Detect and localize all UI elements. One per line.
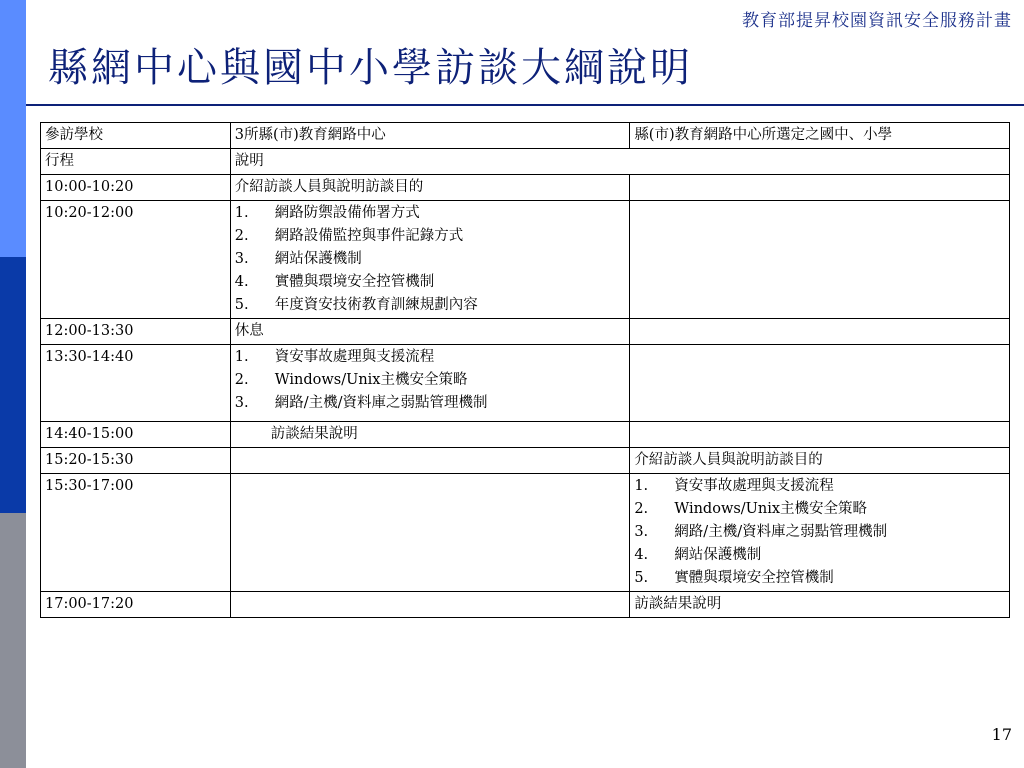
- list-item: 3. 網站保護機制: [234, 251, 362, 267]
- table-row: [41, 592, 1010, 618]
- center-cell: [230, 474, 630, 592]
- table-row: [41, 201, 1010, 319]
- time-cell: 13:30-14:40: [41, 345, 231, 422]
- table-subheader-row: [41, 149, 1010, 175]
- subheader-cell-description: 說明: [230, 149, 1009, 175]
- header-cell-selected-schools: 縣(市)教育網路中心所選定之國中、小學: [630, 123, 1010, 149]
- center-item-list: [235, 346, 626, 415]
- list-item: 5. 實體與環境安全控管機制: [634, 570, 834, 586]
- time-cell: 17:00-17:20: [41, 592, 231, 618]
- school-cell: 訪談結果說明: [630, 592, 1010, 618]
- time-cell: 10:00-10:20: [41, 175, 231, 201]
- page-number: 17: [991, 725, 1012, 744]
- table-header-row: [41, 123, 1010, 149]
- time-cell: 10:20-12:00: [41, 201, 231, 319]
- center-cell: [230, 448, 630, 474]
- organization-header: 教育部提昇校園資訊安全服務計畫: [742, 11, 1012, 31]
- table-row: [41, 474, 1010, 592]
- list-item: 5. 年度資安技術教育訓練規劃內容: [234, 297, 478, 313]
- center-item-list: [235, 202, 626, 317]
- list-item: 2. 網路設備監控與事件記錄方式: [234, 228, 464, 244]
- school-item-list: [634, 475, 1005, 590]
- center-cell: [230, 345, 630, 422]
- center-cell: 介紹訪談人員與說明訪談目的: [230, 175, 630, 201]
- table-row: [41, 345, 1010, 422]
- table-row: [41, 448, 1010, 474]
- accent-bar-middle: [0, 257, 26, 513]
- header-cell-schools: 參訪學校: [41, 123, 231, 149]
- table-row: [41, 319, 1010, 345]
- list-item: 1. 網路防禦設備佈署方式: [234, 205, 420, 221]
- table-row: [41, 175, 1010, 201]
- interview-schedule-table: [40, 122, 1010, 618]
- school-cell: [630, 175, 1010, 201]
- school-cell: [630, 422, 1010, 448]
- school-cell: 介紹訪談人員與說明訪談目的: [630, 448, 1010, 474]
- header-cell-network-centers: 3所縣(市)教育網路中心: [230, 123, 630, 149]
- school-cell: [630, 474, 1010, 592]
- time-cell: 15:30-17:00: [41, 474, 231, 592]
- school-cell: [630, 345, 1010, 422]
- time-cell: 14:40-15:00: [41, 422, 231, 448]
- table-row: [41, 422, 1010, 448]
- list-item: 4. 實體與環境安全控管機制: [234, 274, 435, 290]
- subheader-cell-schedule: 行程: [41, 149, 231, 175]
- center-cell: 休息: [230, 319, 630, 345]
- list-item: 1. 資安事故處理與支援流程: [634, 478, 834, 494]
- list-item: 3. 網路/主機/資料庫之弱點管理機制: [634, 524, 888, 540]
- time-cell: 15:20-15:30: [41, 448, 231, 474]
- center-cell: 訪談結果說明: [230, 422, 630, 448]
- center-cell: [230, 592, 630, 618]
- time-cell: 12:00-13:30: [41, 319, 231, 345]
- list-item: 2. Windows/Unix主機安全策略: [234, 372, 468, 388]
- list-item: 4. 網站保護機制: [634, 547, 762, 563]
- list-item: 3. 網路/主機/資料庫之弱點管理機制: [234, 395, 488, 411]
- list-item: 2. Windows/Unix主機安全策略: [634, 501, 868, 517]
- center-cell: [230, 201, 630, 319]
- accent-bar-bottom: [0, 513, 26, 768]
- school-cell: [630, 319, 1010, 345]
- slide-title: 縣網中心與國中小學訪談大綱說明: [48, 45, 693, 91]
- list-item: 1. 資安事故處理與支援流程: [234, 349, 435, 365]
- school-cell: [630, 201, 1010, 319]
- accent-bar-top: [0, 0, 26, 257]
- title-divider: [26, 104, 1024, 106]
